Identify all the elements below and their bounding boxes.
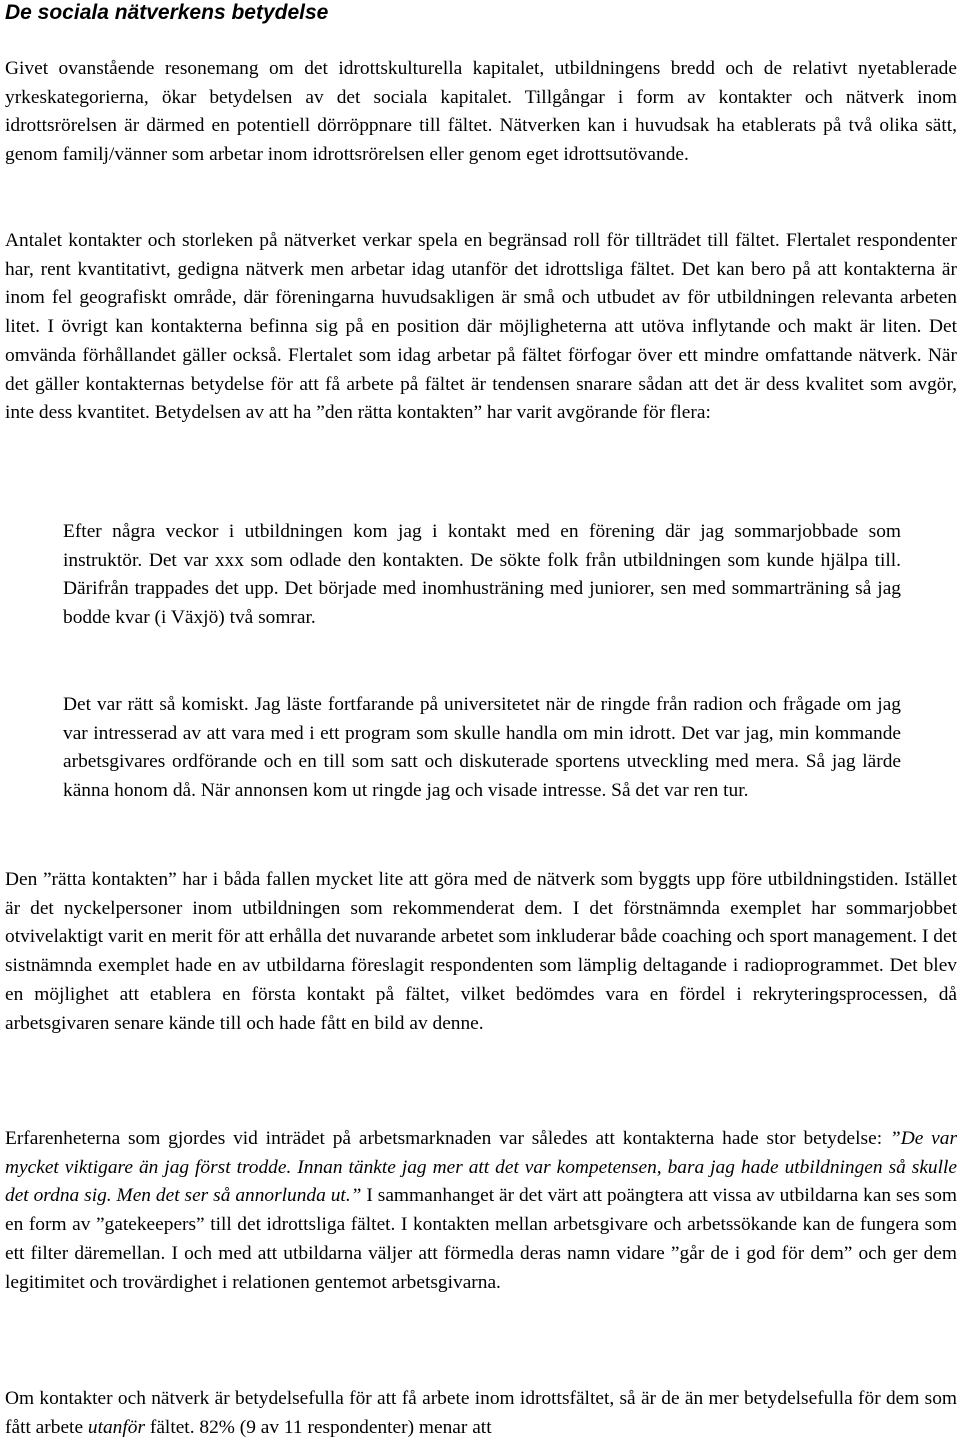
block-quote-second: Det var rätt så komiskt. Jag läste fortfarande på universitetet när de ringde från radion och frågade om jag var intresserad av att vara med i ett program som skulle handla om min idrott. Det var jag, min kommande arbetsgivares ordförande och en till som satt och diskuterade sportens utveckling med mera. Så jag lärde känna honom då. När annonsen kom ut ringde jag och visade intresse. Så det var ren tur. xyxy=(63,694,901,802)
paragraph-outside-field xyxy=(5,1385,957,1442)
paragraph-contacts: Antalet kontakter och storleken på nätverket verkar spela en begränsad roll för tillträdet till fältet. Flertalet respondenter har, rent kvantitativt, gedigna nätverk men arbetar idag utanför det idrottsliga fältet. Det kan bero på att kontakterna är inom fel geografiskt område, där föreningarna huvudsakligen är små och utbudet av för utbildningen relevanta arbeten litet. I övrigt kan kontakterna befinna sig på en position där möjligheterna att utöva inflytande och makt är liten. Det omvända förhållandet gäller också. Flertalet som idag arbetar på fältet förfogar över ett mindre omfattande nätverk. När det gäller kontakternas betydelse för att få arbete på fältet är tendensen snarare sådan att det är dess kvalitet som avgör, inte dess kvantitet. Betydelsen av att ha ”den rätta kontakten” har varit avgörande för flera: xyxy=(5,230,957,424)
paragraph-experiences xyxy=(5,1125,957,1297)
section-heading: De sociala nätverkens betydelse xyxy=(5,1,329,24)
paragraph-outside-emphasis: utanför xyxy=(87,1416,146,1438)
paragraph-outside-end: fältet. 82% (9 av 11 respondenter) menar att xyxy=(145,1416,492,1438)
paragraph-experiences-rest: I sammanhanget är det värt att poängtera att vissa av utbildarna kan ses som en form av ”gatekeepers” till det idrottsliga fältet. I kontakten mellan arbetsgivare och arbetssökande kan de fungera som ett filter däremellan. I och med att utbildarna väljer att förmedla deras namn vidare ”går de i god för dem” och ger dem legitimitet och trovärdighet i relationen gentemot arbetsgivarna. xyxy=(5,1185,957,1293)
paragraph-right-contact: Den ”rätta kontakten” har i båda fallen mycket lite att göra med de nätverk som byggts upp före utbildningstiden. Istället är det nyckelpersoner inom utbildningen som rekommenderat dem. I det förstnämnda exemplet har sommarjobbet otvivelaktigt varit en merit för att erhålla det nuvarande arbetet som inkluderar både coaching och sport management. I det sistnämnda exemplet hade en av utbildarna föreslagit respondenten som lämplig deltagande i radioprogrammet. Det blev en möjlighet att etablera en första kontakt på fältet, vilket bedömdes vara en fördel i rekryteringsprocessen, då arbetsgivaren senare kände till och hade fått en bild av denne. xyxy=(5,869,957,1034)
block-quote-first: Efter några veckor i utbildningen kom jag i kontakt med en förening där jag sommarjobbade som instruktör. Det var xxx som odlade den kontakten. De sökte folk från utbildningen som kunde hjälpa till. Därifrån trappades det upp. Det började med inomhusträning med juniorer, sen med sommarträning så jag bodde kvar (i Växjö) två somrar. xyxy=(63,521,901,629)
paragraph-intro: Givet ovanstående resonemang om det idrottskulturella kapitalet, utbildningens bredd och de relativt nyetablerade yrkeskategorierna, ökar betydelsen av det sociala kapitalet. Tillgångar i form av kontakter och nätverk inom idrottsrörelsen är därmed en potentiell dörröppnare till fältet. Nätverken kan i huvudsak ha etablerats på två olika sätt, genom familj/vänner som arbetar inom idrottsrörelsen eller genom eget idrottsutövande. xyxy=(5,58,957,166)
paragraph-experiences-quote: ”De var mycket viktigare än jag först trodde. Innan tänkte jag mer att det var kompetensen, bara jag hade utbildningen så skulle det ordna sig. Men det ser så annorlunda ut.” xyxy=(5,1128,957,1207)
paragraph-experiences-intro: Erfarenheterna som gjordes vid inträdet på arbetsmarknaden var således att kontakterna hade stor betydelse: xyxy=(5,1128,890,1149)
paragraph-outside-start: Om kontakter och nätverk är betydelsefulla för att få arbete inom idrottsfältet, så är de än mer betydelsefulla för dem som fått arbete xyxy=(5,1388,957,1438)
